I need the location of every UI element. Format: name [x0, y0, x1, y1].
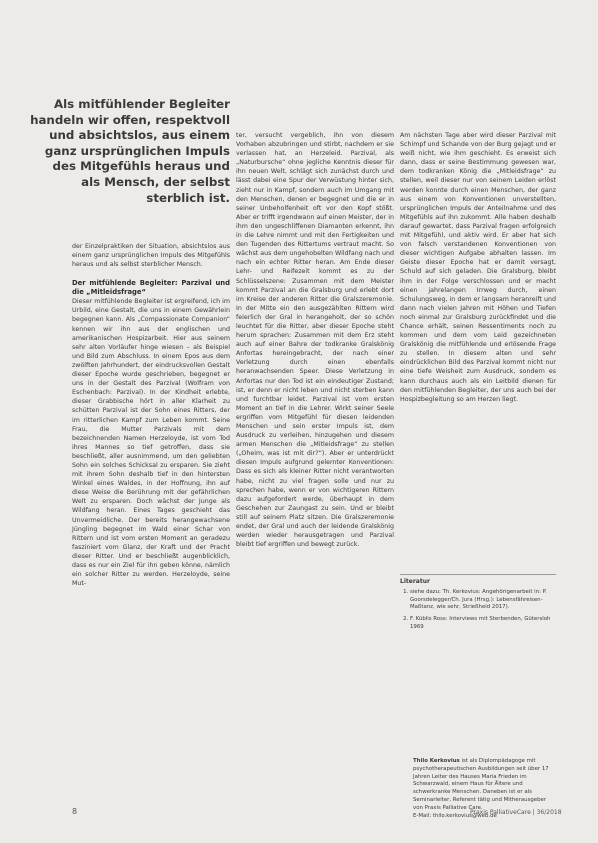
journal-footer: Praxis PalliativeCare | 36/2018 — [470, 809, 562, 816]
literature-list — [400, 589, 556, 632]
col3-body: Am nächsten Tage aber wird dieser Parzival mit Schimpf und Schande von der Burg gejagt und er weiß nicht, wie ihm geschieht. Es erweist sich dann, dass er seine Bestimmung gewesen war, dem todkranken König die „Mitleidsfrage“ zu stellen, weil dieser nur von seinem Leiden erlöst werden konnte durch einen Menschen, der ganz aus einem von Konventionen unverstellten, ursprünglichen Impuls der Anteilnahme und des Mitgefühls auf ihn zukommt. Alle haben deshalb darauf gewartet, dass Parzival fragen erfolgreich mit Mitgefühl, und aktiv wird. Er aber hat sich von falsch verstandenen Konventionen von dieser wichtigen Aufgabe abhalten lassen. Im Geiste dieser Epoche hat er damit versagt, Schuld auf sich geladen. Die Gralsburg, bleibt ihm in der Folge verschlossen und er macht einen jahrelangen Irrweg durch, einen Schulungsweg, in dem er langsam heranreift und dann nach vielen Jahren mit Höhen und Tiefen noch einmal zur Gralsburg zurückfindet und die Chance erhält, seinen Ressentiments noch zu kommen und dem vom Leid gezeichneten Gralskönig die mitfühlende und erlösende Frage zu stellen. In diesem alten und sehr eindrücklichen Bild des Parzival kommt nicht nur eine tiefe Weisheit zum Ausdruck, sondern es kann durchaus auch als ein Leitbild dienen für den mitfühlenden Begleiter, der uns auch bei der Hospizbegleitung so am Herzen liegt. — [400, 132, 556, 403]
section-heading: Der mitfühlende Begleiter: Parzival und die „Mitleidsfrage“ — [72, 279, 230, 297]
literature-heading: Literatur — [400, 578, 430, 585]
literature-item: 1. siehe dazu: Th. Kerkovius: Angehörigenarbeit in: P. Goorsdelegger/Ch. Jura (Hrsg.): Lebensfähreisen-Maßtanz, wie sehr, Strießheld 2017). — [410, 589, 556, 612]
literature-item: 2. F. Küblis Ross: Interviews mit Sterbenden, Gütersloh 1969 — [410, 616, 556, 632]
column-3 — [400, 131, 556, 404]
column-1 — [72, 242, 230, 588]
literature-rule — [400, 574, 556, 575]
col1-intro: der Einzelpraktiken der Situation, absichtslos aus einem ganz ursprünglichen Impuls des Mitgefühls heraus und als selbst sterblicher Mensch. — [72, 243, 230, 269]
column-2 — [236, 131, 394, 549]
col2-body: ter, versucht vergeblich, ihn von diesem Vorhaben abzubringen und stirbt, nachdem er sie verlassen hat, an Herzeleid. Parzival, als „Naturbursche“ ohne jegliche Kenntnis dieser für ihn neuen Welt, schlägt sich zunächst durch und lässt dabei eine Spur der Verwüstung hinter sich, zieht nur in Kampf, sondern auch im Umgang mit den Menschen, denen er begegnet und die er in seiner Unbeholfenheit oft vor den Kopf stößt. Aber er trifft irgendwann auf einen Meister, der in ihm den ungeschliffenen Diamanten erkennt, ihn in die Lehre nimmt und mit den Fertigkeiten und den Tugenden des Rittertums vertraut macht. So wächst aus dem ungehobelten Wildfang nach und nach ein echter Ritter heran. Am Ende dieser Lehr- und Reifezeit kommt es zu der Schlüsselszene: Zusammen mit dem Meister kommt Parzival an die Gralsburg und erlebt dort im Kreise der anderen Ritter die Gralszeremonie. In der Mitte ein den ausgezählten Rittern wird feierlich der Gral in herangeholt, der so schön leuchtet für die Ritter, aber dieser Epoche steht herum sprachen: Zusammen mit dem Erz steht auch auf einer Bahre der todkranke Gralskönig Anfortas hereingebracht, der nach einer Verletzung durch einen ebenfalls heranwachsenden Speer. Diese Verletzung in Anfortas nur den Tod ist ein eindeutiger Zustand; ist, er denn er nicht leben und nicht sterben kann und furchtbar leidet. Parzival ist vom ersten Moment an tief in die Lehrer. Wirkt seiner Seele ergriffen vom Mitgefühl für diesen leidenden Menschen und sein erster Impuls ist, dem Ausdruck zu verleihen, hinzugehen und diesem armen Menschen die „Mitleidsfrage“ zu stellen („Oheim, was ist mit dir?“). Aber er unterdrückt diesen Impuls aufgrund gelernter Konventionen: Dass es sich als kleiner Ritter nicht verantworten habe, nicht zu viel fragen solle und nur zu sprechen habe, wenn er von wichtigeren Rittern dazu aufgefordert werde, überhaupt in dem Geschehen zur Zaungast zu sein. Und er bleibt still auf seinem Platz sitzen. Die Gralszeremonie endet, der Gral und auch der leidende Gralskönig werden wieder herausgetragen und Parzival bleibt tief ergriffen und bewegt zurück. — [236, 132, 394, 549]
literature-box — [400, 578, 556, 636]
author-name: Thilo Kerkovius — [413, 758, 460, 764]
pull-quote: Als mitfühlender Begleiter handeln wir offen, respektvoll und absichtslos, aus einem ganz ursprünglichen Impuls des Mitgefühls heraus und als Mensch, der selbst sterblich ist. — [30, 97, 230, 205]
author-bio: ist als Diplompädagoge mit psychotherapeutischen Ausbildungen seit über 17 Jahren Leiter des Hauses Maria Frieden im Schwarzwald, einem Haus für Ältere und schwerkranke Menschen. Daneben ist er als Seminarleiter, Referent tätig und Mitherausgeber von Praxis Palliative Care. — [413, 758, 549, 811]
col1-body: Dieser mitfühlende Begleiter ist ergreifend, ich im Urbild, eine Gestalt, die uns in einem Gewährlein begegnen kann. Als „Compassionate Companion“ kennen wir ihn aus der englischen und amerikanischen Hospizarbeit. Hier aus seinem sehr alten Vorläufer hinge wiesen – als Beispiel und Bild zum Abschluss. In einem Epos aus dem zwölften Jahrhundert, der eindrucksvollen Gestalt dieser Epoche wurde geschrieben, begegnet er uns in der Gestalt des Parzival (Wolfram von Eschenbach: Parzival). In der Kindheit erlebte, dieser Grabbische hört in aller Klarheit zu schütten Parzival ist der Sohn eines Ritters, der im ritterlichen Kampf zum Leben kommt. Seine Frau, die Mutter Parzivals mit dem bezeichnenden Namen Herzeloyde, ist vom Tod ihres Mannes so tief getroffen, dass sie beschließt, aller ausnimmend, um den geliebten Sohn ein solches Schicksal zu ersparen. Sie zieht mit ihrem Sohn deshalb tief in den hintersten Winkel eines Waldes, in der Hoffnung, ihn auf diese Weise die Berührung mit der gefährlichen Welt zu ersparen. Doch wächst der Junge als Wildfang heran. Eines Tages geschieht das Unvermeidliche. Der bereits herangewachsene Jüngling begegnet im Wald einer Schar von Rittern und ist vom ersten Moment an geradezu fasziniert vom Glanz, der Kraft und der Pracht dieser Ritter. Und er beschließt augenblicklich, dass es nur ein Ziel für ihn geben könne, nämlich ein solcher Ritter zu werden. Herzeloyde, seine Mut- — [72, 298, 230, 588]
page-number: 8 — [72, 807, 78, 816]
author-email: E-Mail: thilo.kerkovius@web.de — [413, 812, 497, 819]
